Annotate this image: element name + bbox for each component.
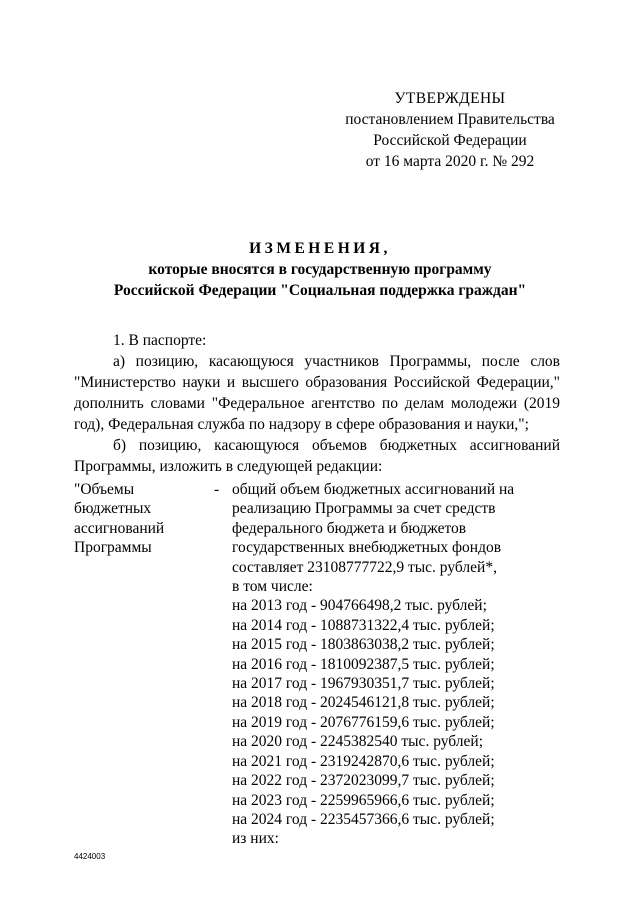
budget-line: на 2018 год - 2024546121,8 тыс. рублей; (232, 694, 495, 712)
budget-line: на 2013 год - 904766498,2 тыс. рублей; (232, 597, 487, 615)
budget-label-line: "Объемы (74, 481, 135, 498)
paragraph-2: а) позицию, касающуюся участников Программы, после слов "Министерство науки и высшего образования Российской Федерации," дополнить словами "Федеральное агентство по делам молодежи (2019 год), Федеральная служба по надзору в сфере образования и науки,"; (74, 353, 560, 433)
budget-line: на 2014 год - 1088731322,4 тыс. рублей; (232, 616, 495, 634)
title-line-2: Российской Федерации "Социальная поддержка граждан" (113, 282, 527, 299)
document-body (74, 330, 560, 477)
budget-line: на 2017 год - 1967930351,7 тыс. рублей; (232, 675, 495, 693)
budget-line: на 2015 год - 1803863038,2 тыс. рублей; (232, 636, 495, 654)
approval-line-2: Российской Федерации (373, 132, 527, 149)
budget-line: на 2022 год - 2372023099,7 тыс. рублей; (232, 772, 495, 790)
budget-line: на 2016 год - 1810092387,5 тыс. рублей; (232, 655, 495, 673)
budget-line: из них: (232, 830, 279, 848)
budget-label-line: бюджетных (74, 500, 152, 518)
title-main: ИЗМЕНЕНИЯ, (249, 240, 391, 257)
title-line-1: которые вносятся в государственную программу (148, 261, 492, 278)
budget-label-line: Программы (74, 539, 152, 557)
budget-label (74, 480, 204, 558)
budget-line: реализацию Программы за счет средств (232, 500, 496, 518)
budget-line: на 2024 год - 2235457366,6 тыс. рублей; (232, 810, 495, 828)
approval-stamp (340, 88, 560, 172)
document-number: 4424003 (74, 852, 106, 861)
budget-values (232, 480, 532, 849)
paragraph-1: 1. В паспорте: (113, 332, 207, 349)
document-title (60, 238, 580, 301)
budget-line: на 2021 год - 2319242870,6 тыс. рублей; (232, 752, 495, 770)
budget-line: общий объем бюджетных ассигнований на (232, 481, 515, 498)
budget-line: составляет 23108777722,9 тыс. рублей*, (232, 558, 497, 576)
budget-line: на 2019 год - 2076776159,6 тыс. рублей; (232, 713, 495, 731)
budget-line: на 2023 год - 2259965966,6 тыс. рублей; (232, 791, 495, 809)
budget-line: на 2020 год - 2245382540 тыс. рублей; (232, 733, 483, 751)
approval-heading: УТВЕРЖДЕНЫ (394, 90, 506, 107)
budget-line: в том числе: (232, 578, 313, 596)
budget-line: государственных внебюджетных фондов (232, 539, 502, 557)
budget-line: федерального бюджета и бюджетов (232, 519, 467, 537)
approval-line-3: от 16 марта 2020 г. № 292 (365, 153, 535, 170)
approval-line-1: постановлением Правительства (345, 111, 555, 128)
budget-label-line: ассигнований (74, 519, 165, 537)
budget-dash: - (214, 481, 220, 498)
paragraph-3: б) позицию, касающуюся объемов бюджетных ассигнований Программы, изложить в следующей редакции: (74, 437, 560, 475)
